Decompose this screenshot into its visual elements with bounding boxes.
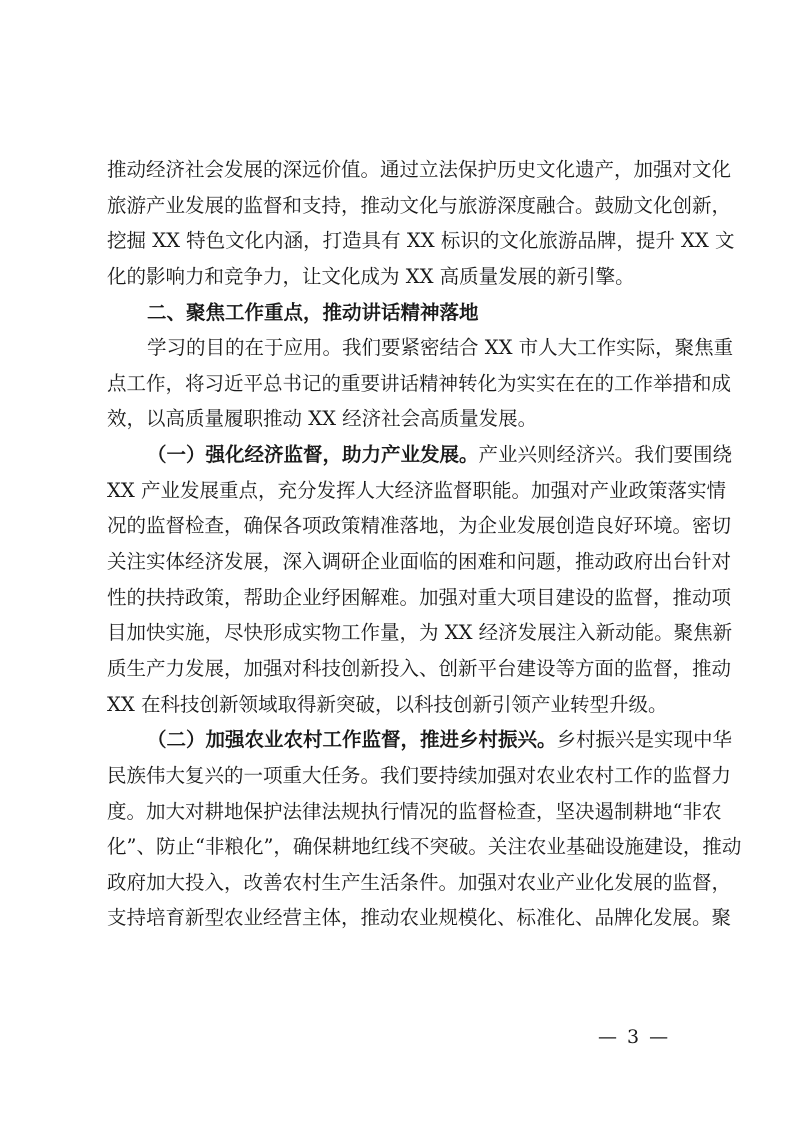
text-line [107,615,733,651]
paragraph [107,722,742,936]
line-text: 挖掘 XX 特色文化内涵，打造具有 XX 标识的文化旅游品牌，提升 XX 文 [107,229,735,253]
text-line [107,437,733,473]
text-line [107,508,732,544]
text-line [107,401,688,437]
text-line [107,259,688,295]
section-heading [107,295,688,331]
line-text: 度。加大对耕地保护法律法规执行情况的监督检查，坚决遏制耕地“非农 [107,799,722,823]
subsection-title: （一）强化经济监督，助力产业发展。 [147,443,479,467]
text-line [107,330,734,366]
line-text: 效，以高质量履职推动 XX 经济社会高质量发展。 [107,407,538,431]
text-line [107,544,732,580]
line-text: 乡村振兴是实现中华 [556,728,733,752]
line-text: 产业兴则经济兴。我们要围绕 [478,443,733,467]
text-line [107,580,732,616]
text-line [107,223,735,259]
line-text: 性的扶持政策，帮助企业纾困解难。加强对重大项目建设的监督，推动项 [107,585,732,609]
line-text: 点工作，将习近平总书记的重要讲话精神转化为实实在在的工作举措和成 [107,371,732,395]
text-line [107,900,732,936]
document-body [107,152,742,936]
paragraph [107,437,733,722]
line-text: 推动经济社会发展的深远价值。通过立法保护历史文化遗产，加强对文化 [107,158,732,181]
paragraph [107,330,734,437]
text-line [107,794,722,830]
line-text: 关注实体经济发展，深入调研企业面临的困难和问题，推动政府出台针对 [107,550,732,574]
line-text: 化的影响力和竞争力，让文化成为 XX 高质量发展的新引擎。 [107,264,635,288]
text-line [107,295,688,331]
line-text: 目加快实施，尽快形成实物工作量，为 XX 经济发展注入新动能。聚焦新 [107,621,733,645]
line-text: 化”、防止“非粮化”，确保耕地红线不突破。关注农业基础设施建设，推动 [107,835,742,859]
text-line [107,651,732,687]
text-line [107,473,726,509]
line-text: 民族伟大复兴的一项重大任务。我们要持续加强对农业农村工作的监督力 [107,763,732,787]
text-line [107,188,732,224]
text-line [107,687,688,723]
line-text: XX 在科技创新领域取得新突破，以科技创新引领产业转型升级。 [107,692,668,716]
text-line [107,152,732,188]
text-line [107,865,732,901]
text-line [107,829,742,865]
text-line [107,722,733,758]
line-text: 况的监督检查，确保各项政策精准落地，为企业发展创造良好环境。密切 [107,514,732,538]
line-text: 支持培育新型农业经营主体，推动农业规模化、标准化、品牌化发展。聚 [107,906,732,930]
text-line [107,366,732,402]
text-line [107,758,732,794]
line-text: 旅游产业发展的监督和支持，推动文化与旅游深度融合。鼓励文化创新， [107,193,732,217]
line-text: 质生产力发展，加强对科技创新投入、创新平台建设等方面的监督，推动 [107,656,732,680]
line-text: 学习的目的在于应用。我们要紧密结合 XX 市人大工作实际，聚焦重 [147,336,734,360]
paragraph [107,152,735,295]
line-text: XX 产业发展重点，充分发挥人大经济监督职能。加强对产业政策落实情 [107,478,726,502]
line-text: 二、聚焦工作重点，推动讲话精神落地 [147,300,479,324]
page-number: — 3 — [598,1026,671,1048]
line-text: 政府加大投入，改善农村生产生活条件。加强对农业产业化发展的监督， [107,870,732,894]
subsection-title: （二）加强农业农村工作监督，推进乡村振兴。 [147,728,557,752]
